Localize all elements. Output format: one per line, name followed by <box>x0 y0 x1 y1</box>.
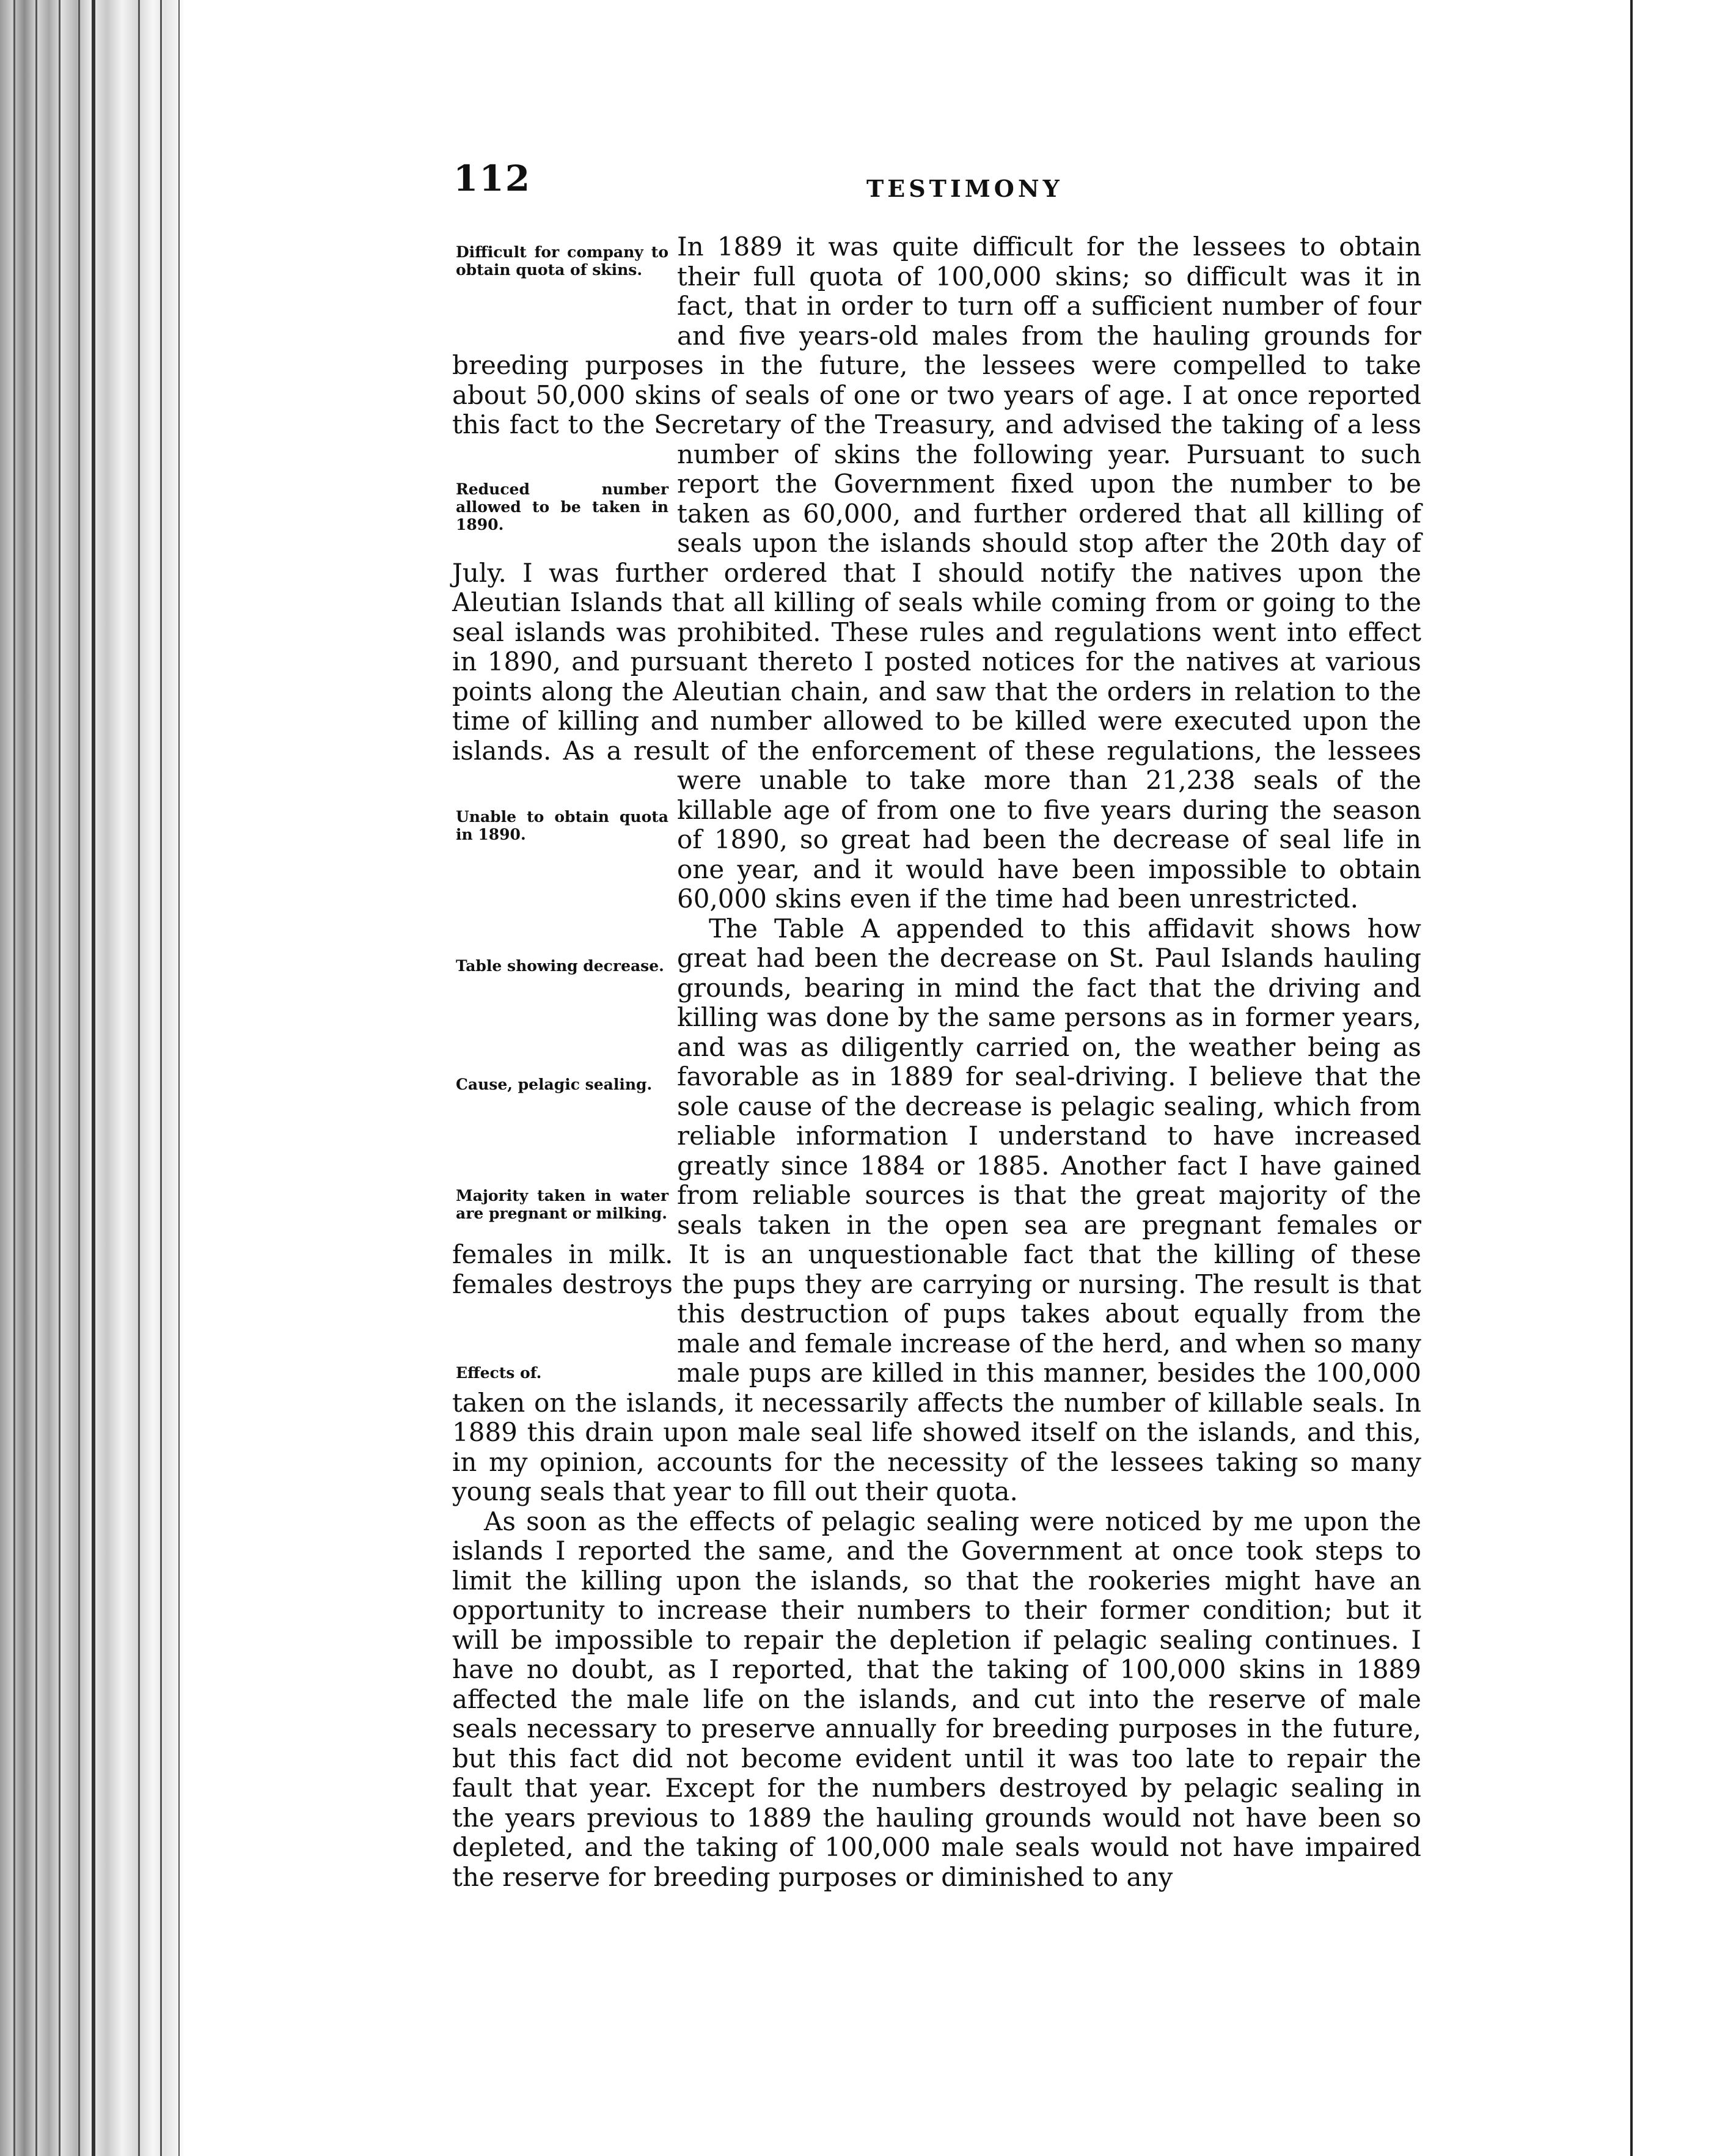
paragraph: As soon as the effects of pelagic sealing were noticed by me upon the islands I reported the same, and the Government at once took steps to limit the killing upon the islands, so that the rookeries might have an opportunity to increase their numbers to their former condition; but it will be impossible to repair the depletion if pelagic sealing continues. I have no doubt, as I reported, that the taking of 100,000 skins in 1889 affected the male life on the islands, and cut into the reserve of male seals necessary to preserve annually for breeding purposes in the future, but this fact did not become evident until it was too late to repair the fault that year. Except for the numbers destroyed by pelagic sealing in the years previous to 1889 the hauling grounds would not have been so depleted, and the taking of 100,000 male seals would not have impaired the reserve for breeding purposes or diminished to any <box>452 1506 1421 1892</box>
paragraph: In 1889 it was quite difficult for the lessees to obtain their full quota of 100,000 skins; so difficult was it in fact, that in order to turn off a sufficient number of four and five years-old males from the hauling grounds for breeding purposes in the future, the lessees were compelled to take about 50,000 skins of seals of one or two years of age. I at once reported this fact to the Secretary of the Treasury, and advised the taking of a less number of skins the following year. Pursuant to such report the Government fixed upon the number to be taken as 60,000, and further ordered that all killing of seals upon the islands should stop after the 20th day of July. I was further ordered that I should notify the natives upon the Aleutian Islands that all killing of seals while coming from or going to the seal islands was prohibited. These rules and regulations went into effect in 1890, and pursuant thereto I posted notices for the natives at various points along the Aleutian chain, and saw that the orders in relation to the time of killing and number allowed to be killed were executed upon the islands. As a result of the enforcement of these regulations, the lessees were unable to take more than 21,238 seals of the killable age of from one to five years during the season of 1890, so great had been the decrease of seal life in one year, and it would have been impossible to obtain 60,000 skins even if the time had been unrestricted. <box>452 232 1421 914</box>
margin-note-spacer <box>452 232 677 321</box>
page-edge-line <box>35 0 37 2156</box>
margin-note-spacer <box>452 1122 677 1211</box>
running-title: TESTIMONY <box>866 175 1063 202</box>
page-number: 112 <box>453 158 532 199</box>
paragraph: The Table A appended to this affidavit shows how great had been the decrease on St. Paul Islands hauling grounds, bearing in mind the fact that the driving and killing was done by the same persons as in former years, and was as diligently carried on, the weather being as favorable as in 1889 for seal-driving. I believe that the sole cause of the decrease is pelagic sealing, which from reliable information I understand to have increased greatly since 1884 or 1885. Another fact I have gained from reliable sources is that the great majority of the seals taken in the open sea are pregnant females or females in milk. It is an unquestionable fact that the killing of these females destroys the pups they are carrying or nursing. The result is that this destruction of pups takes about equally from the male and female increase of the herd, and when so many male pups are killed in this manner, besides the 100,000 taken on the islands, it necessarily affects the number of killable seals. In 1889 this drain upon male seal life showed itself on the islands, and this, in my opinion, accounts for the necessity of the lessees taking so many young seals that year to fill out their quota. <box>452 913 1421 1506</box>
margin-note-spacer <box>452 440 677 529</box>
page-edge-line <box>59 0 60 2156</box>
margin-note-spacer <box>452 766 677 856</box>
margin-note: Difficult for company to obtain quota of skins. <box>456 243 668 279</box>
page-edge-line <box>138 0 140 2156</box>
margin-note: Reduced number allowed to be taken in 1890. <box>456 480 668 534</box>
margin-note: Unable to obtain quota in 1890. <box>456 808 668 843</box>
margin-note: Cause, pelagic sealing. <box>456 1076 653 1093</box>
page-edge-line <box>160 0 162 2156</box>
margin-note-spacer <box>452 885 677 974</box>
body-text <box>452 232 1421 1892</box>
margin-note: Majority taken in water are pregnant or milking. <box>456 1187 668 1222</box>
page-edge-line <box>92 0 95 2156</box>
margin-note-spacer <box>452 1300 677 1359</box>
page-edge-line <box>13 0 15 2156</box>
margin-note: Table showing decrease. <box>456 957 664 975</box>
margin-note-spacer <box>452 1003 677 1093</box>
margin-note: Effects of. <box>456 1364 542 1382</box>
page-edge-line <box>78 0 80 2156</box>
page-edge-line <box>178 0 180 2156</box>
page-right-border <box>1630 0 1633 2156</box>
